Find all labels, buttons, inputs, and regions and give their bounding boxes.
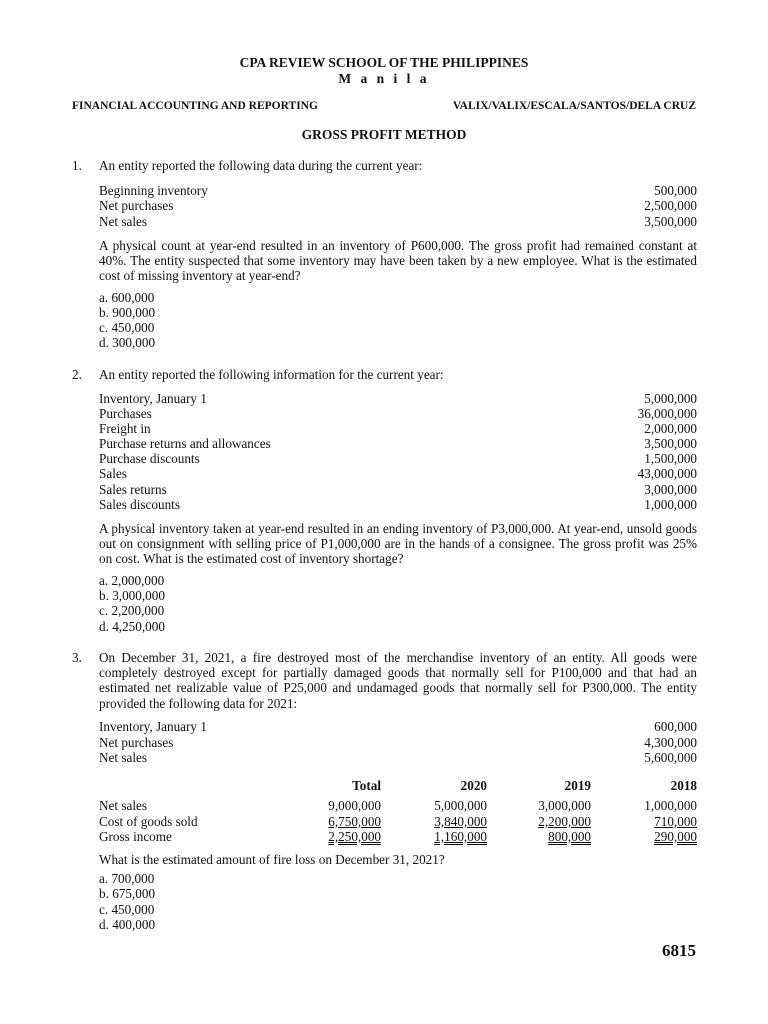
q2-item-label: Sales discounts bbox=[99, 497, 180, 512]
table-header-2019: 2019 bbox=[564, 778, 591, 793]
q2-item-label: Purchases bbox=[99, 406, 152, 421]
question-2-number: 2. bbox=[72, 367, 82, 382]
q1-data-row bbox=[99, 198, 697, 213]
table-cell: 290,000 bbox=[654, 829, 697, 844]
q2-item-label: Purchase returns and allowances bbox=[99, 436, 271, 451]
q3-data-row bbox=[99, 735, 697, 750]
q2-data-row bbox=[99, 391, 697, 406]
q3-item-value: 4,300,000 bbox=[644, 735, 697, 750]
q2-choice-b: b. 3,000,000 bbox=[99, 588, 165, 603]
q2-item-value: 36,000,000 bbox=[637, 406, 697, 421]
q2-data-row bbox=[99, 497, 697, 512]
table-row bbox=[99, 798, 697, 814]
q1-item-label: Net purchases bbox=[99, 198, 174, 213]
q1-data-row bbox=[99, 183, 697, 198]
q1-item-label: Beginning inventory bbox=[99, 183, 208, 198]
table-cell: 1,000,000 bbox=[644, 798, 697, 813]
subject-title: FINANCIAL ACCOUNTING AND REPORTING bbox=[72, 100, 318, 112]
table-cell: 5,000,000 bbox=[434, 798, 487, 813]
table-cell: 3,000,000 bbox=[538, 798, 591, 813]
table-header-row bbox=[99, 778, 697, 794]
table-header-total: Total bbox=[352, 778, 381, 793]
q3-data-row bbox=[99, 750, 697, 765]
q2-data-row bbox=[99, 421, 697, 436]
q1-item-value: 500,000 bbox=[654, 183, 697, 198]
q3-item-value: 5,600,000 bbox=[644, 750, 697, 765]
table-cell-label: Net sales bbox=[99, 798, 147, 813]
q2-item-value: 1,000,000 bbox=[644, 497, 697, 512]
table-cell: 1,160,000 bbox=[434, 829, 487, 844]
q1-item-label: Net sales bbox=[99, 214, 147, 229]
q2-item-value: 1,500,000 bbox=[644, 451, 697, 466]
q3-choice-a: a. 700,000 bbox=[99, 871, 155, 886]
school-name: CPA REVIEW SCHOOL OF THE PHILIPPINES bbox=[239, 55, 529, 70]
q2-item-label: Sales returns bbox=[99, 482, 167, 497]
authors: VALIX/VALIX/ESCALA/SANTOS/DELA CRUZ bbox=[452, 100, 696, 112]
q2-data-row bbox=[99, 436, 697, 451]
q2-item-label: Sales bbox=[99, 466, 127, 481]
q2-item-value: 3,500,000 bbox=[644, 436, 697, 451]
q2-item-value: 3,000,000 bbox=[644, 482, 697, 497]
q2-data-row bbox=[99, 406, 697, 421]
table-cell: 9,000,000 bbox=[328, 798, 381, 813]
question-3-number: 3. bbox=[72, 650, 82, 665]
q1-data-row bbox=[99, 214, 697, 229]
q3-item-label: Net purchases bbox=[99, 735, 174, 750]
question-3-intro: On December 31, 2021, a fire destroyed most of the merchandise inventory of an entity. All goods were completely destroyed except for partially damaged goods that normally sell for P100,000 and that had an estimated net realizable value of P25,000 and undamaged goods that normally sell for P300,000. The entity provided the following data for 2021: bbox=[99, 650, 697, 711]
question-2-intro: An entity reported the following information for the current year: bbox=[99, 367, 444, 382]
q1-item-value: 2,500,000 bbox=[644, 198, 697, 213]
q2-item-value: 43,000,000 bbox=[637, 466, 697, 481]
page-title: GROSS PROFIT METHOD bbox=[301, 127, 467, 142]
question-2-text: A physical inventory taken at year-end resulted in an ending inventory of P3,000,000. At year-end, unsold goods out on consignment with selling price of P1,000,000 are in the hands of a consignee. The gross profit was 25% on cost. What is the estimated cost of inventory shortage? bbox=[99, 521, 697, 567]
q1-choice-d: d. 300,000 bbox=[99, 335, 156, 350]
page-number: 6815 bbox=[662, 941, 696, 960]
table-header-2020: 2020 bbox=[460, 778, 487, 793]
q2-choice-c: c. 2,200,000 bbox=[99, 603, 165, 618]
q2-choice-d: d. 4,250,000 bbox=[99, 619, 165, 634]
table-cell: 2,200,000 bbox=[538, 814, 591, 829]
table-cell: 6,750,000 bbox=[328, 814, 381, 829]
q2-item-value: 5,000,000 bbox=[644, 391, 697, 406]
question-1-number: 1. bbox=[72, 158, 82, 173]
question-3-question: What is the estimated amount of fire loss on December 31, 2021? bbox=[99, 852, 445, 867]
question-1-text: A physical count at year-end resulted in an inventory of P600,000. The gross profit had remained constant at 40%. The entity suspected that some inventory may have been taken by a new employee. What is the estimated cost of missing inventory at year-end? bbox=[99, 238, 697, 284]
table-row bbox=[99, 814, 697, 830]
q3-choice-c: c. 450,000 bbox=[99, 902, 155, 917]
q1-item-value: 3,500,000 bbox=[644, 214, 697, 229]
table-cell: 800,000 bbox=[548, 829, 591, 844]
q2-item-label: Freight in bbox=[99, 421, 151, 436]
q1-choice-b: b. 900,000 bbox=[99, 305, 156, 320]
question-1-intro: An entity reported the following data during the current year: bbox=[99, 158, 423, 173]
table-cell-label: Cost of goods sold bbox=[99, 814, 198, 829]
q2-item-value: 2,000,000 bbox=[644, 421, 697, 436]
q1-choice-c: c. 450,000 bbox=[99, 320, 155, 335]
city-name: M a n i l a bbox=[338, 71, 430, 86]
q2-data-row bbox=[99, 466, 697, 481]
q3-item-value: 600,000 bbox=[654, 719, 697, 734]
q2-data-row bbox=[99, 482, 697, 497]
table-cell-label: Gross income bbox=[99, 829, 172, 844]
table-cell: 710,000 bbox=[654, 814, 697, 829]
table-cell: 2,250,000 bbox=[328, 829, 381, 844]
q2-item-label: Purchase discounts bbox=[99, 451, 200, 466]
q1-choice-a: a. 600,000 bbox=[99, 290, 155, 305]
q2-choice-a: a. 2,000,000 bbox=[99, 573, 165, 588]
q3-choice-d: d. 400,000 bbox=[99, 917, 156, 932]
table-cell: 3,840,000 bbox=[434, 814, 487, 829]
table-header-2018: 2018 bbox=[670, 778, 697, 793]
q2-data-row bbox=[99, 451, 697, 466]
q3-choice-b: b. 675,000 bbox=[99, 886, 156, 901]
q3-item-label: Net sales bbox=[99, 750, 147, 765]
table-row bbox=[99, 829, 697, 845]
q2-item-label: Inventory, January 1 bbox=[99, 391, 207, 406]
q3-data-row bbox=[99, 719, 697, 734]
q3-item-label: Inventory, January 1 bbox=[99, 719, 207, 734]
